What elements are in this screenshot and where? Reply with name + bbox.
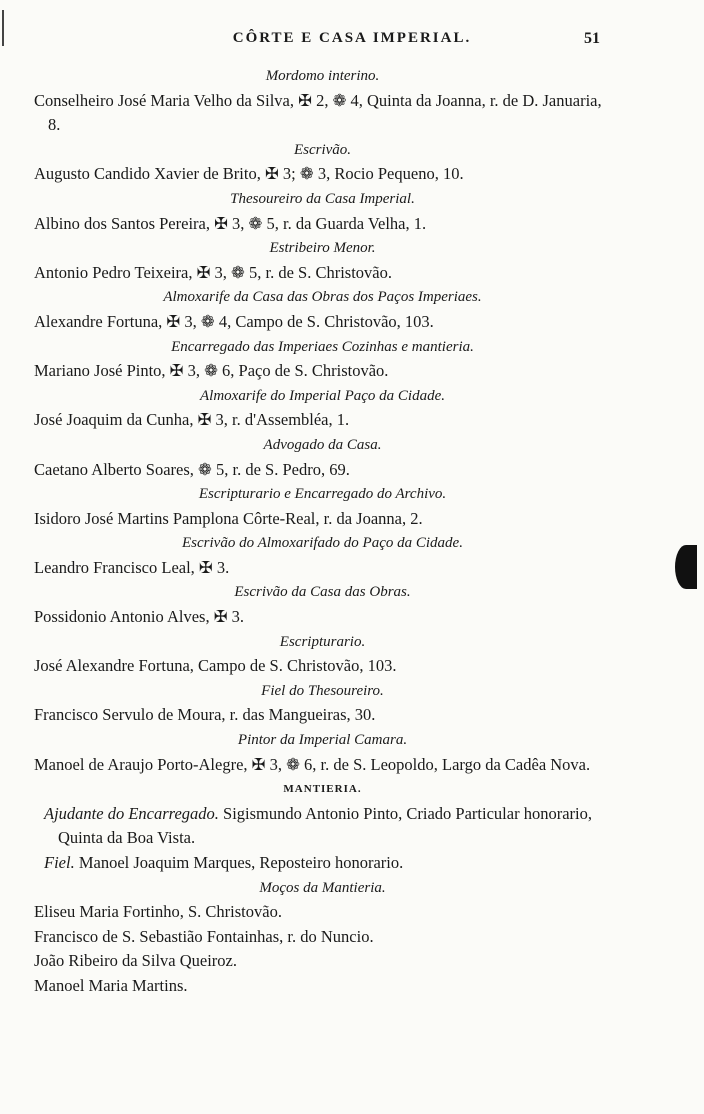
person-entry: Francisco Servulo de Moura, r. das Mangueiras, 30. — [34, 705, 376, 725]
office-heading: Escripturario e Encarregado do Archivo. — [198, 486, 447, 503]
person-entry: Alexandre Fortuna, ✠ 3, ❁ 4, Campo de S. Christovão, 103. — [34, 311, 434, 331]
person-entry: Caetano Alberto Soares, ❁ 5, r. de S. Pedro, 69. — [34, 459, 350, 479]
person-entry: Mariano José Pinto, ✠ 3, ❁ 6, Paço de S. Christovão. — [34, 361, 389, 381]
page-body — [30, 64, 615, 999]
person-entry: Conselheiro José Maria Velho da Silva, ✠ 2, ❁ 4, Quinta da Joanna, r. de D. Januaria, 8. — [34, 90, 602, 135]
office-heading: Encarregado das Imperiaes Cozinhas e mantieria. — [171, 338, 474, 355]
section-title: MANTIERIA. — [283, 783, 362, 796]
office-heading: Almoxarife do Imperial Paço da Cidade. — [200, 387, 445, 404]
person-entry: Isidoro José Martins Pamplona Côrte-Real, r. da Joanna, 2. — [34, 508, 423, 528]
person-entry: Antonio Pedro Teixeira, ✠ 3, ❁ 5, r. de S. Christovão. — [34, 262, 392, 282]
person-entry: Manoel de Araujo Porto-Alegre, ✠ 3, ❁ 6, r. de S. Leopoldo, Largo da Cadêa Nova. — [34, 754, 591, 774]
person-entry: Augusto Candido Xavier de Brito, ✠ 3; ❁ 3, Rocio Pequeno, 10. — [34, 164, 464, 184]
person-entry: João Ribeiro da Silva Queiroz. — [34, 951, 237, 971]
office-heading: Thesoureiro da Casa Imperial. — [230, 190, 415, 207]
person-entry: Leandro Francisco Leal, ✠ 3. — [34, 557, 230, 577]
office-heading: Escrivão da Casa das Obras. — [234, 584, 411, 601]
running-title: CÔRTE E CASA IMPERIAL. — [232, 30, 472, 46]
office-heading: Almoxarife da Casa das Obras dos Paços Imperiaes. — [163, 289, 482, 306]
office-heading: Escrivão. — [293, 141, 352, 158]
person-entry: Eliseu Maria Fortinho, S. Christovão. — [34, 902, 282, 922]
office-heading: Mordomo interino. — [265, 68, 380, 84]
office-heading: Escripturario. — [279, 633, 366, 650]
office-heading: Escrivão do Almoxarifado do Paço da Cidade. — [182, 535, 463, 552]
binding-edge-mark — [675, 545, 697, 589]
office-heading: Pintor da Imperial Camara. — [237, 732, 408, 749]
role-entry — [44, 851, 615, 876]
role-label: Ajudante do Encarregado. — [44, 803, 219, 823]
role-holder: Sigismundo Antonio Pinto, Criado Particular honorario, Quinta da Boa Vista. — [58, 803, 592, 848]
office-heading: Moços da Mantieria. — [259, 879, 386, 896]
role-entry — [44, 802, 615, 851]
person-entry: Albino dos Santos Pereira, ✠ 3, ❁ 5, r. da Guarda Velha, 1. — [34, 213, 427, 233]
office-heading: Advogado da Casa. — [263, 436, 382, 453]
office-heading: Estribeiro Menor. — [269, 240, 376, 257]
person-entry: Francisco de S. Sebastião Fontainhas, r. do Nuncio. — [34, 926, 374, 946]
person-entry: Possidonio Antonio Alves, ✠ 3. — [34, 607, 245, 627]
role-label: Fiel. — [44, 853, 75, 872]
person-entry: José Alexandre Fortuna, Campo de S. Christovão, 103. — [34, 656, 397, 676]
page-number: 51 — [584, 30, 600, 47]
office-heading: Fiel do Thesoureiro. — [261, 682, 384, 699]
role-holder: Manoel Joaquim Marques, Reposteiro honorario. — [78, 853, 404, 872]
person-entry: José Joaquim da Cunha, ✠ 3, r. d'Assembléa, 1. — [34, 410, 350, 430]
page-header — [0, 30, 704, 56]
person-entry: Manoel Maria Martins. — [34, 975, 188, 995]
